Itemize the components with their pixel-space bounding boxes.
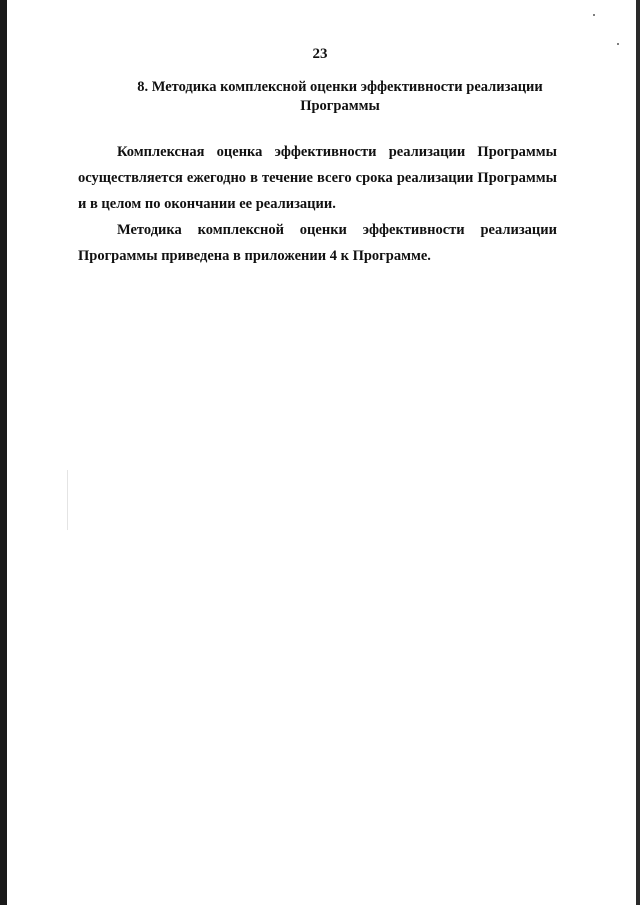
- scan-left-border: [0, 0, 7, 905]
- paragraph-1: Комплексная оценка эффективности реализации Программы осуществляется ежегодно в течение всего срока реализации Программы и в целом по окончании ее реализации.: [78, 144, 557, 212]
- scan-artifact-line: [67, 470, 68, 530]
- page-number: 23: [312, 46, 328, 62]
- section-heading: [120, 78, 560, 116]
- paragraph-2: Методика комплексной оценки эффективности реализации Программы приведена в приложении 4 к Программе.: [78, 222, 557, 264]
- section-heading-line-1: 8. Методика комплексной оценки эффективности реализации: [137, 79, 543, 95]
- section-heading-line-2: Программы: [300, 98, 380, 114]
- scan-right-border: [636, 0, 640, 905]
- scan-speck: [593, 14, 595, 16]
- body-text: [78, 139, 557, 269]
